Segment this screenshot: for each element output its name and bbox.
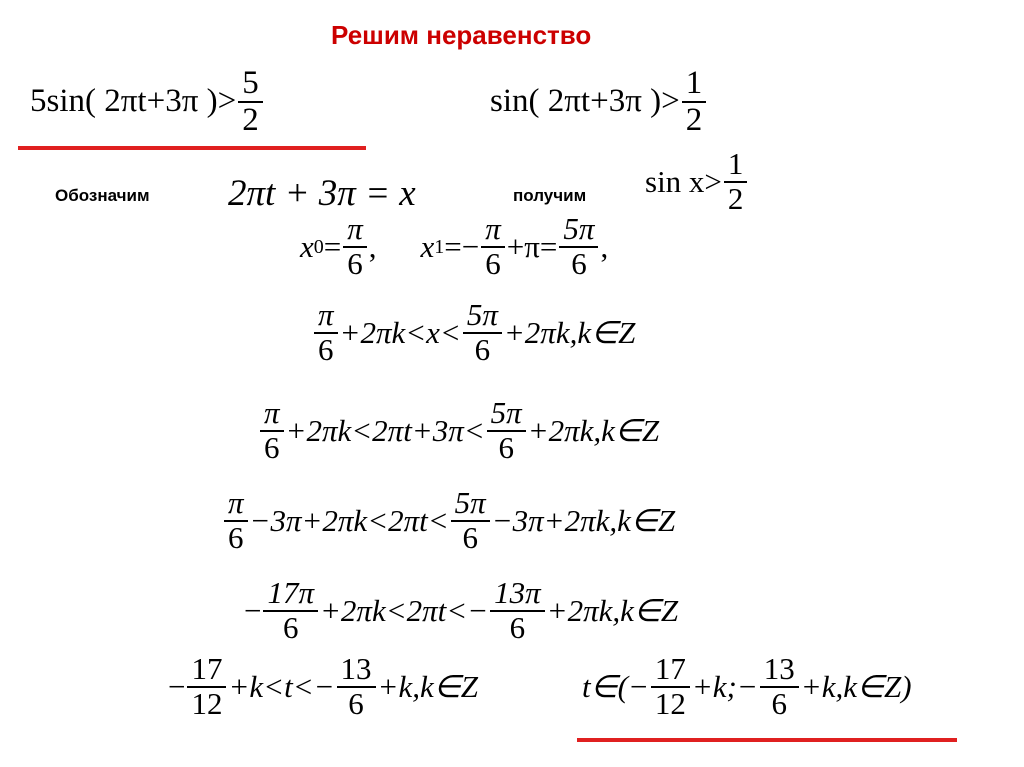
x0-comma: , (368, 229, 377, 265)
answer-fraction-2 (760, 653, 799, 720)
x1-denominator-1: 6 (485, 245, 501, 281)
x0-numerator: π (343, 213, 367, 248)
answer-numerator-2: 13 (760, 653, 799, 688)
eq1-denominator: 2 (242, 101, 259, 138)
line8-fraction-1 (263, 577, 318, 644)
answer-fraction-1 (651, 653, 690, 720)
line8-denominator-1: 6 (283, 609, 299, 645)
line7-denominator-2: 6 (462, 519, 478, 555)
line9-denominator-2: 6 (348, 685, 364, 721)
x0-subscript: 0 (313, 235, 324, 258)
answer-interval (582, 653, 912, 720)
eq2-fraction (682, 66, 707, 137)
line6-fraction-1 (260, 397, 284, 464)
answer-numerator-1: 17 (651, 653, 690, 688)
line9-middle: +k<t<− (228, 669, 335, 705)
x1-symbol: x (420, 229, 435, 265)
inequality-line-t (168, 653, 478, 720)
eq2-numerator: 1 (682, 66, 707, 103)
line6-denominator-2: 6 (498, 429, 514, 465)
roots-line (300, 213, 608, 280)
line7-tail: −3π+2πk,k∈Z (491, 503, 676, 539)
line8-fraction-2 (490, 577, 545, 644)
inequality-line-combined (244, 577, 678, 644)
eq3-fraction (724, 148, 748, 215)
line5-denominator-1: 6 (318, 331, 334, 367)
eq1-numerator: 5 (238, 66, 263, 103)
equation-simplified (490, 66, 708, 137)
slide-title: Решим неравенство (331, 20, 592, 50)
line9-tail: +k,k∈Z (377, 669, 478, 705)
line7-middle: −3π+2πk<2πt< (249, 503, 449, 539)
answer-denominator-2: 6 (771, 685, 788, 721)
line9-fraction-1 (187, 653, 226, 720)
eq3-denominator: 2 (727, 180, 744, 216)
line8-denominator-2: 6 (509, 609, 526, 645)
inequality-line-shifted (222, 487, 675, 554)
x1-numerator-1: π (481, 213, 505, 248)
label-denote: Обозначим (55, 186, 150, 205)
eq1-fraction (238, 66, 263, 137)
line7-fraction-2 (451, 487, 490, 554)
line6-numerator-1: π (260, 397, 284, 432)
line8-prefix: − (244, 593, 262, 629)
eq2-lhs: sin( 2πt+3π )> (490, 83, 680, 120)
line8-middle: +2πk<2πt<− (320, 593, 489, 629)
red-underline-answer (577, 738, 957, 742)
line9-denominator-1: 12 (191, 685, 223, 721)
line5-fraction-2 (463, 299, 502, 366)
line5-middle: +2πk<x< (339, 315, 461, 351)
line5-fraction-1 (314, 299, 338, 366)
line9-numerator-2: 13 (337, 653, 376, 688)
line6-fraction-2 (487, 397, 526, 464)
x0-equals: = (323, 229, 342, 265)
x1-numerator-2: 5π (559, 213, 598, 248)
line9-fraction-2 (337, 653, 376, 720)
x0-denominator: 6 (347, 245, 363, 281)
line9-prefix: − (168, 669, 186, 705)
inequality-line-substituted (258, 397, 659, 464)
x1-denominator-2: 6 (571, 245, 587, 281)
line6-denominator-1: 6 (264, 429, 280, 465)
x0-fraction (343, 213, 367, 280)
line8-tail: +2πk,k∈Z (546, 593, 679, 629)
line7-denominator-1: 6 (228, 519, 244, 555)
line9-numerator-1: 17 (187, 653, 226, 688)
answer-denominator-1: 12 (654, 685, 686, 721)
line7-numerator-2: 5π (451, 487, 490, 522)
line7-fraction-1 (224, 487, 248, 554)
line8-numerator-1: 17π (263, 577, 318, 612)
line5-denominator-2: 6 (474, 331, 491, 367)
line8-numerator-2: 13π (490, 577, 545, 612)
equation-original (30, 66, 265, 137)
red-underline-left (18, 146, 366, 150)
eq2-denominator: 2 (685, 101, 703, 138)
answer-middle: +k;− (691, 669, 758, 705)
x1-middle: +π= (506, 229, 558, 265)
line6-tail: +2πk,k∈Z (527, 413, 660, 449)
line7-numerator-1: π (224, 487, 248, 522)
eq3-lhs: sin x> (645, 164, 722, 200)
line6-middle: +2πk<2πt+3π< (285, 413, 485, 449)
x1-fraction-1 (481, 213, 505, 280)
line6-numerator-2: 5π (487, 397, 526, 432)
equation-sin-x (645, 148, 749, 215)
substitution-equation: 2πt + 3π = x (228, 173, 416, 214)
answer-tail: +k,k∈Z) (800, 669, 912, 705)
answer-prefix: t∈(− (582, 669, 649, 705)
x1-comma: , (600, 229, 609, 265)
eq3-numerator: 1 (724, 148, 748, 183)
x0-symbol: x (300, 229, 314, 265)
line5-numerator-2: 5π (463, 299, 502, 334)
line5-tail: +2πk,k∈Z (503, 315, 636, 351)
eq1-lhs: 5sin( 2πt+3π )> (30, 83, 237, 120)
line5-numerator-1: π (314, 299, 338, 334)
inequality-line-x (312, 299, 635, 366)
label-get: получим (513, 186, 587, 205)
x1-equals: =− (444, 229, 480, 265)
x1-fraction-2 (559, 213, 598, 280)
x1-subscript: 1 (434, 235, 445, 258)
